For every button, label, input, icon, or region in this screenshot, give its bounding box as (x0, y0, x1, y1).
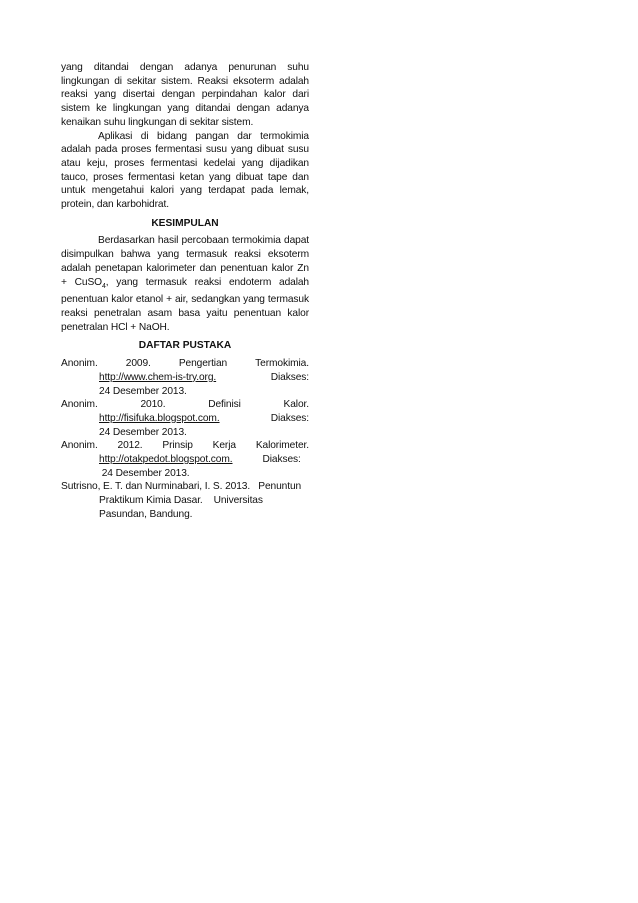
reference-title-word: Definisi (208, 399, 241, 411)
reference-list (61, 357, 309, 521)
reference-accessed: Diakses: (270, 412, 309, 424)
reference-accessed: Diakses: (270, 371, 309, 383)
body-paragraph-2: Aplikasi di bidang pangan dar termokimia adalah pada proses fermentasi susu yang dibuat susu atau keju, proses fermentasi kedelai yang dijadikan tauco, proses fermentasi ketan yang dibuat tape dan untuk mengetahui kalori yang terdapat pada lemak, protein, dan karbohidrat. (61, 130, 309, 211)
reference-url-line (99, 412, 309, 426)
body-paragraph-1: yang ditandai dengan adanya penurunan suhu lingkungan di sekitar sistem. Reaksi eksoterm adalah reaksi yang disertai dengan perpindahan kalor dari sistem ke lingkungan yang ditandai dengan adanya kenaikan suhu lingkungan di sekitar sistem. (61, 62, 309, 128)
kesimpulan-heading: KESIMPULAN (151, 217, 219, 229)
reference-title-word: Kalorimeter. (255, 440, 309, 452)
reference-title-word: Termokimia. (255, 358, 309, 370)
reference-year: 2012. (117, 440, 143, 452)
reference-continuation-line: Praktikum Kimia Dasar. Universitas (99, 495, 263, 507)
reference-header-line (61, 398, 309, 412)
reference-title-word: Prinsip (162, 440, 193, 452)
reference-item (61, 357, 309, 398)
reference-title-word: Kerja (212, 440, 236, 452)
reference-url-line (99, 371, 309, 385)
reference-url-link[interactable]: http://fisifuka.blogspot.com. (99, 412, 220, 424)
kesimpulan-paragraph (61, 234, 309, 334)
reference-header-line: Sutrisno, E. T. dan Nurminabari, I. S. 2013. Penuntun (61, 481, 302, 493)
reference-date: 24 Desember 2013. (99, 385, 187, 397)
reference-year: 2010. (140, 399, 166, 411)
kesimpulan-text-part1: Berdasarkan hasil percobaan termokimia dapat disimpulkan bahwa yang termasuk reaksi eksoterm adalah penetapan kalorimeter dan penentuan kalor Zn + CuSO (61, 235, 309, 288)
reference-url-link[interactable]: http://otakpedot.blogspot.com. (99, 454, 233, 466)
reference-url-link[interactable]: http://www.chem-is-try.org. (99, 371, 217, 383)
reference-title-word: Kalor. (283, 399, 309, 411)
reference-year: 2009. (125, 358, 151, 370)
daftar-pustaka-heading: DAFTAR PUSTAKA (138, 340, 232, 352)
reference-continuation-line: Pasundan, Bandung. (99, 508, 193, 520)
reference-header-line (61, 357, 309, 371)
reference-date: 24 Desember 2013. (99, 426, 187, 438)
reference-accessed: Diakses: (262, 454, 301, 466)
reference-date: 24 Desember 2013. (99, 467, 190, 479)
reference-author: Anonim. (61, 358, 98, 370)
reference-header-line (61, 439, 309, 453)
reference-item (61, 398, 309, 439)
document-page (61, 61, 309, 522)
reference-title-word: Pengertian (178, 358, 228, 370)
reference-url-line (99, 453, 309, 467)
kesimpulan-text-part2: , yang termasuk reaksi endoterm adalah penentuan kalor etanol + air, sedangkan yang termasuk reaksi penetralan asam basa yaitu penentuan kalor penetralan HCl + NaOH. (61, 276, 310, 333)
reference-author: Anonim. (61, 399, 98, 411)
reference-item (61, 439, 309, 480)
reference-author: Anonim. (61, 440, 98, 452)
reference-item (61, 480, 309, 521)
kesimpulan-subscript: 4 (101, 282, 106, 290)
